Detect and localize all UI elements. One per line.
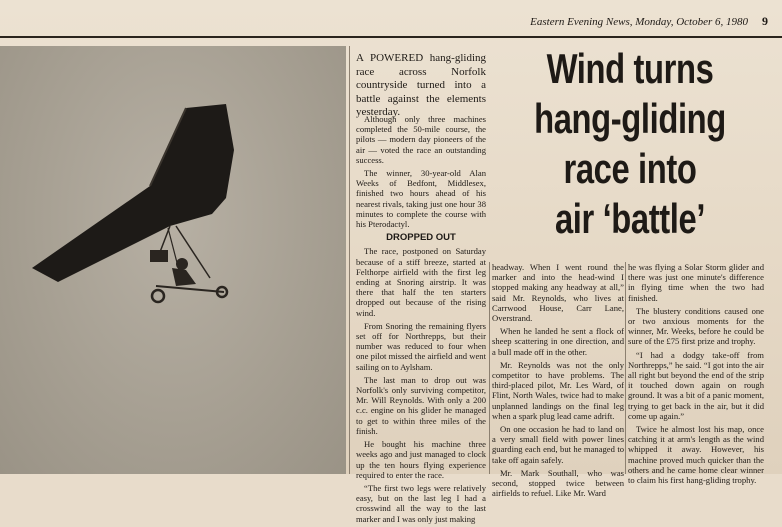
headline: [522, 44, 737, 244]
column-divider: [625, 262, 626, 474]
paper-dateline: Eastern Evening News, Monday, October 6, 1980: [530, 16, 748, 28]
lead-paragraph: A POWERED hang-gliding race across Norfolk countryside turned into a battle against the elements yesterday.: [356, 52, 486, 118]
headline-line: Wind turns: [546, 45, 714, 92]
article-paragraph: The last man to drop out was Norfolk's only surviving competitor, Mr. Will Reynolds. With only a 200 c.c. engine on his glider he managed to get to within three miles of the finish.: [356, 374, 486, 436]
article-paragraph: The race, postponed on Saturday because of a stiff breeze, started at Felthorpe airfield with the first leg ending at Snoring airstrip. It was there that half the ten starters dropped out because of the rising wind.: [356, 246, 486, 318]
headline-line: hang-gliding: [534, 95, 726, 142]
column-divider: [349, 46, 350, 474]
masthead: [530, 14, 768, 29]
article-paragraph: The winner, 30-year-old Alan Weeks of Bedfont, Middlesex, finished two hours ahead of his nearest rivals, taking just one hour 38 minutes to complete the course with his Pterodactyl.: [356, 168, 486, 230]
article-paragraph: He bought his machine three weeks ago and just managed to clock up the ten hours flying experience required to enter the race.: [356, 439, 486, 480]
article-paragraph: From Snoring the remaining flyers set off for Northrepps, but their number was reduced to four when one pilot missed the airfield and went sailing on to Aylsham.: [356, 320, 486, 372]
article-column-1: [356, 114, 486, 527]
article-column-2: [492, 262, 624, 501]
article-paragraph: headway. When I went round the marker and into the head-wind I stopped making any headway at all,” said Mr. Reynolds, who lives at Carrwood House, Carr Lane, Overstrand.: [492, 262, 624, 324]
article-column-3: [628, 262, 764, 488]
article-paragraph: Mr. Mark Southall, who was second, stopped twice between airfields to refuel. Like Mr. Ward: [492, 467, 624, 499]
column-divider: [489, 262, 490, 474]
article-paragraph: Although only three machines completed the 50-mile course, the pilots — modern day pioneers of the air — voted the race an outstanding success.: [356, 114, 486, 165]
headline-line: air ‘battle’: [554, 195, 706, 242]
article-paragraph: When he landed he sent a flock of sheep scattering in one direction, and a bull made off in the other.: [492, 326, 624, 357]
article-paragraph: Mr. Reynolds was not the only competitor to have problems. The third-placed pilot, Mr. Les Ward, of Flint, North Wales, twice had to make unplanned landings on the final leg when a spark plug lead came adrift.: [492, 359, 624, 421]
article-paragraph: The blustery conditions caused one or two anxious moments for the winner, Mr. Weeks, before he could be sure of the £75 first prize and trophy.: [628, 305, 764, 347]
article-paragraph: “The first two legs were relatively easy, but on the last leg I had a crosswind all the way to the last marker and I was only just making: [356, 482, 486, 524]
subheading: DROPPED OUT: [386, 232, 456, 244]
article-paragraph: On one occasion he had to land on a very small field with power lines guarding each end, but he managed to take off again safely.: [492, 424, 624, 465]
hang-glider-illustration: [0, 46, 346, 474]
article-paragraph: he was flying a Solar Storm glider and there was just one minute's difference in flying time when the two had finished.: [628, 262, 764, 303]
hang-glider-photo: [0, 46, 346, 474]
headline-line: race into: [563, 145, 697, 192]
masthead-rule: [0, 36, 782, 38]
page-number: 9: [762, 14, 768, 28]
article-paragraph: Twice he almost lost his map, once catching it at arm's length as the wind whipped it away. However, his machine proved much quicker than the others and he came home clear winner to claim his first hang-gliding trophy.: [628, 424, 764, 486]
article-paragraph: “I had a dodgy take-off from Northrepps,” he said. “I got into the air all right but beyond the end of the strip it touched down again on rough ground. It was a bit of a panic moment, trying to get back in the air, but it did come up again.”: [628, 349, 764, 421]
